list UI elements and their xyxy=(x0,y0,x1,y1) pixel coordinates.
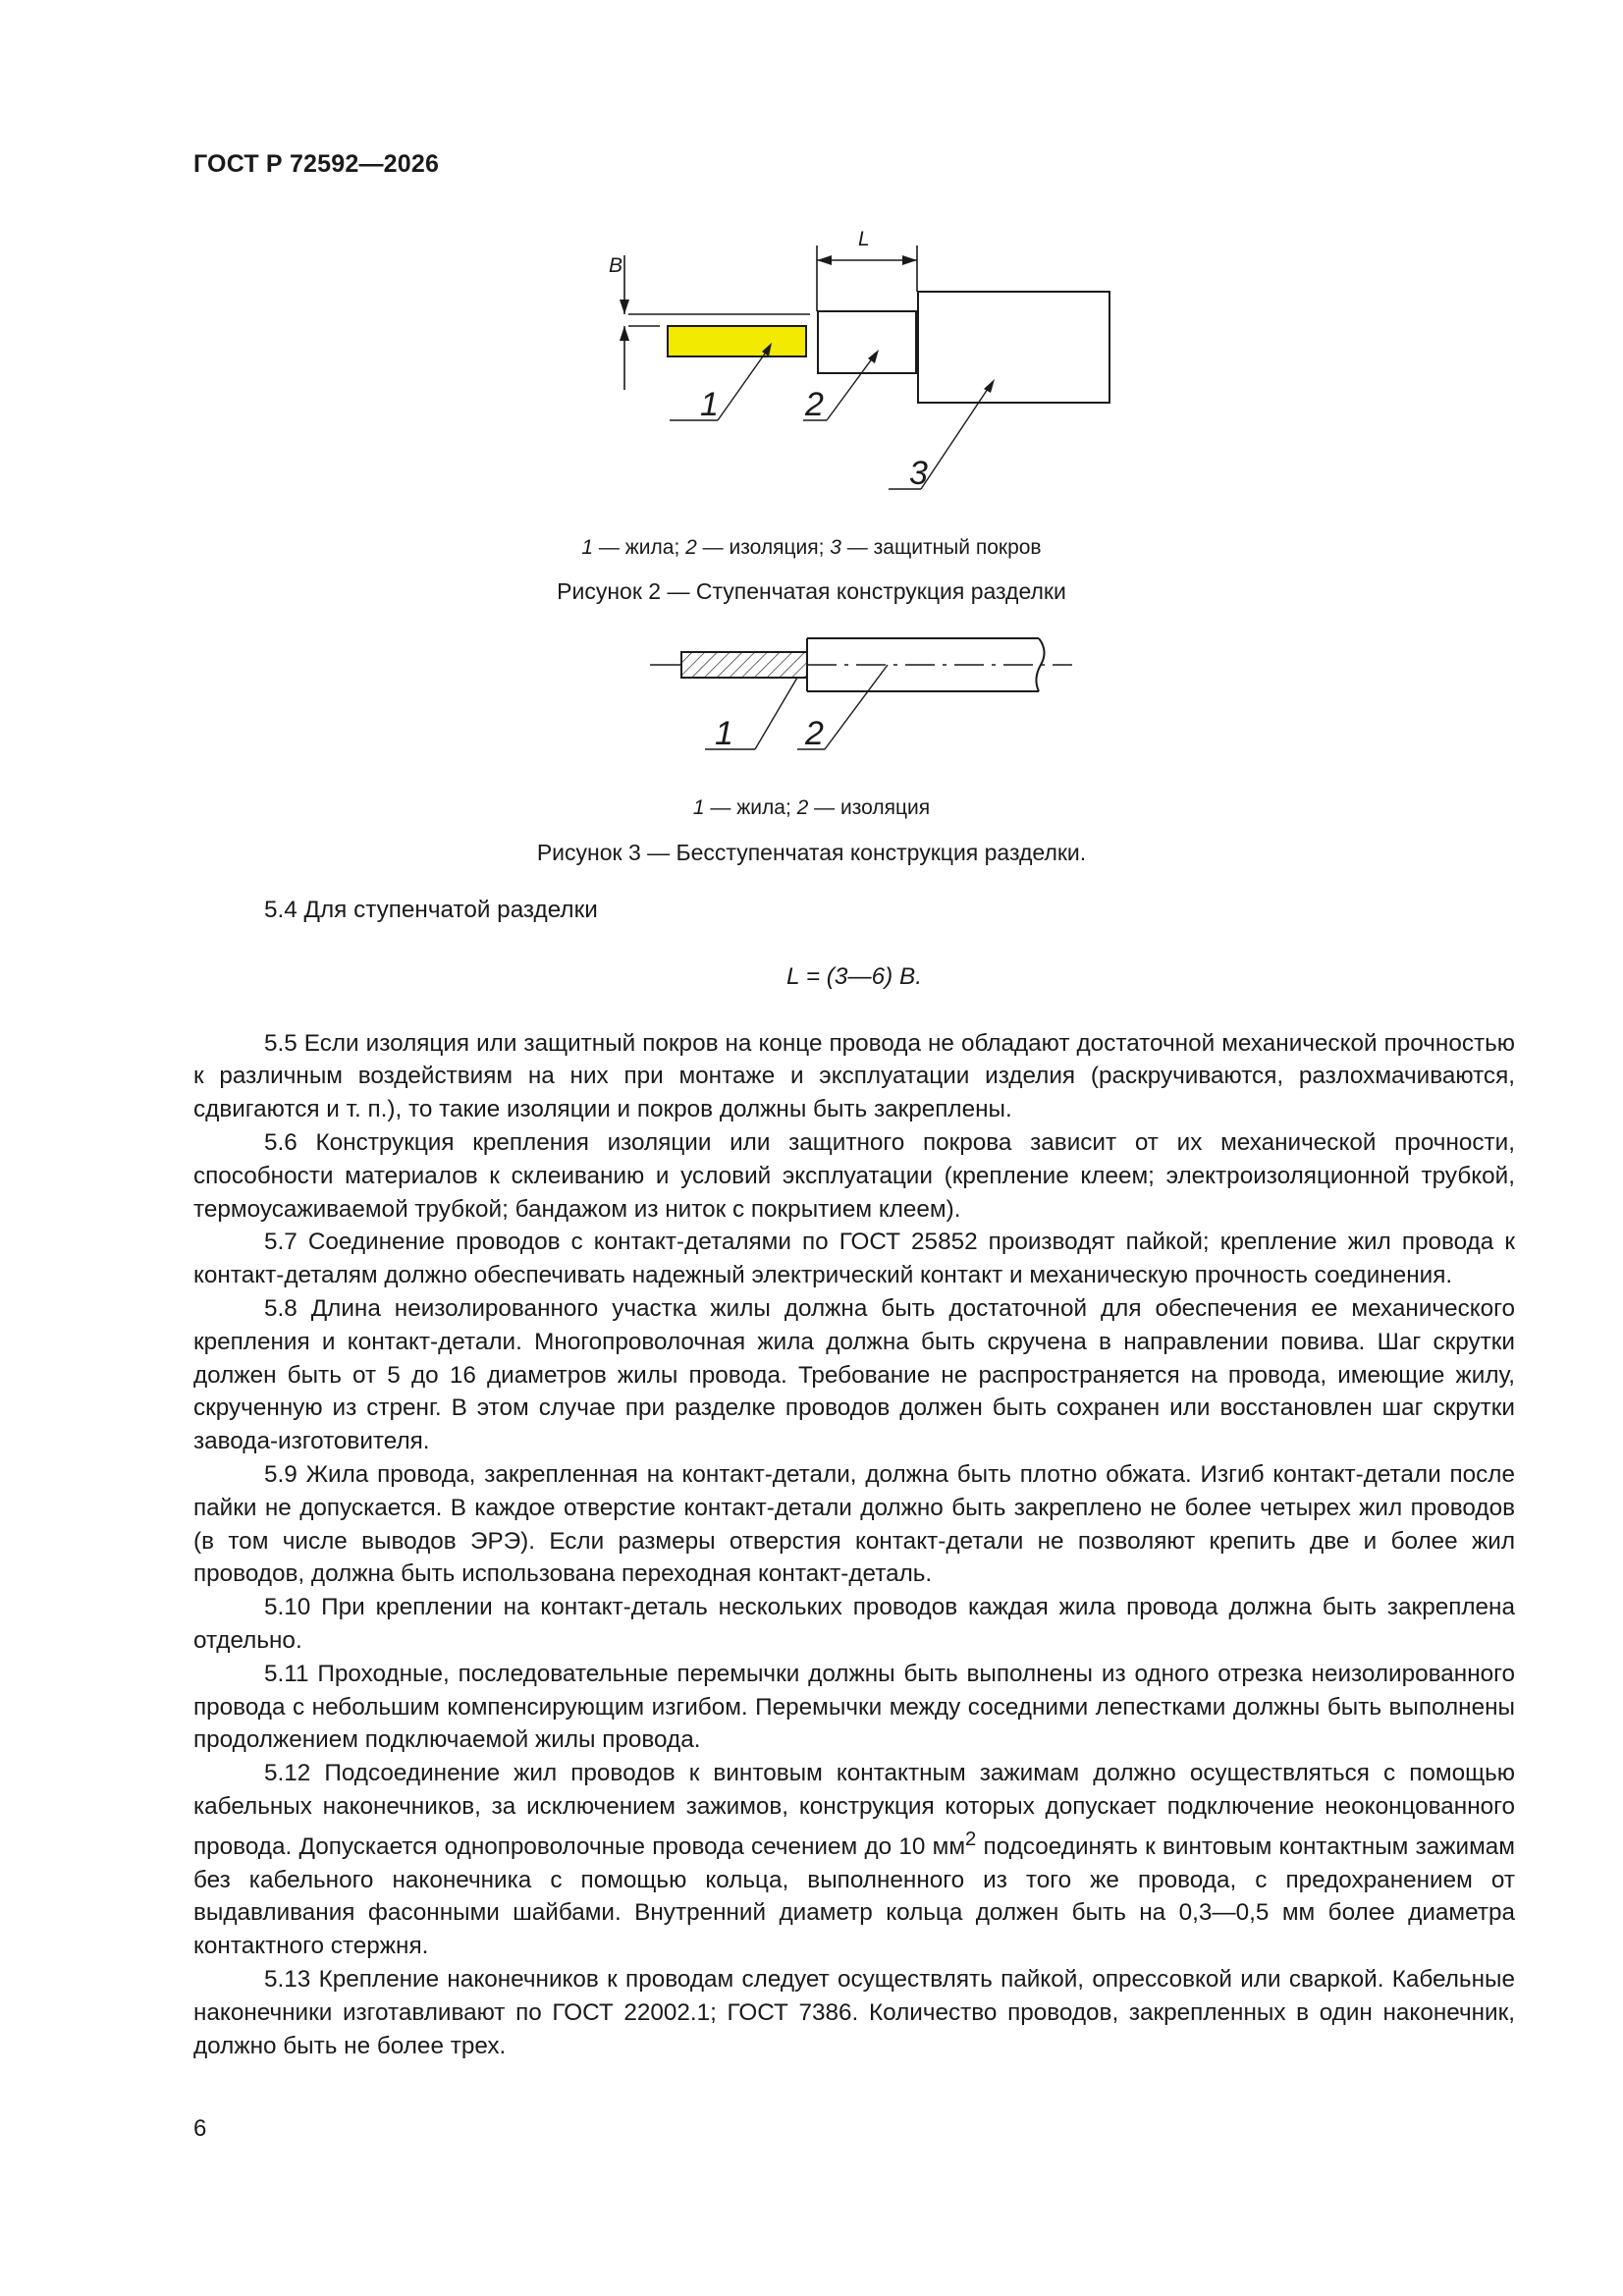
leader-2-line xyxy=(827,354,876,420)
fig3-leader-1-line xyxy=(755,678,797,749)
clause-5-12-superscript: 2 xyxy=(965,1828,977,1850)
clause-5-12 xyxy=(193,1757,1515,1963)
leader-3-line xyxy=(921,383,992,489)
protective-cover-rect xyxy=(918,292,1109,403)
legend-3-text-1: — жила; xyxy=(704,796,797,819)
b-arrow-down xyxy=(620,300,629,314)
clause-5-4: 5.4 Для ступенчатой разделки xyxy=(264,897,598,923)
legend-3-text-2: — изоляция xyxy=(808,796,931,819)
legend-2-text-2: — изоляция; xyxy=(696,536,831,559)
figure-3-drawing xyxy=(648,633,1080,761)
legend-2-num-2: 2 xyxy=(685,536,697,559)
label-3: 3 xyxy=(909,455,928,492)
clause-5-13: 5.13 Крепление наконечников к проводам следует осуществлять пайкой, опрессовкой или сваркой. Кабельные наконечники изготавливают по ГОСТ 22002.1; ГОСТ 7386. Количество проводов, закрепленных в один наконечник, должно быть не более трех. xyxy=(193,1966,1515,2059)
label-2: 2 xyxy=(805,386,824,423)
figure-3-legend xyxy=(0,796,1623,820)
clause-5-9: 5.9 Жила провода, закрепленная на контакт-детали, должна быть плотно обжата. Изгиб контакт-детали после пайки не допускается. В каждое отверстие контакт-детали должно быть закреплено не более четырех жил проводов (в том числе выводов ЭРЭ). Если размеры отверстия контакт-детали не позволяют крепить две и более жил проводов, должна быть использована переходная контакт-деталь. xyxy=(193,1460,1515,1588)
core-rect xyxy=(668,326,806,356)
legend-2-num-3: 3 xyxy=(830,536,841,559)
clause-5-5: 5.5 Если изоляция или защитный покров на конце провода не обладают достаточной механической прочностью к различным воздействиям на них при монтаже и эксплуатации изделия (раскручиваются, разлохмачиваются, сдвигаются и т. п.), то такие изоляции и покров должны быть закреплены. xyxy=(193,1029,1515,1123)
core-hatched-rect xyxy=(681,652,807,678)
clause-5-10: 5.10 При креплении на контакт-деталь нескольких проводов каждая жила провода должна быть закреплена отдельно. xyxy=(193,1594,1515,1654)
l-arrow-right xyxy=(902,255,917,265)
clause-5-7: 5.7 Соединение проводов с контакт-деталями по ГОСТ 25852 производят пайкой; крепление жил провода к контакт-деталям должно обеспечивать надежный электрический контакт и механическую прочность соединения. xyxy=(193,1229,1515,1289)
legend-3-num-1: 1 xyxy=(692,796,705,819)
legend-2-text-3: — защитный покров xyxy=(840,536,1042,559)
formula-l: L = (3—6) B. xyxy=(786,962,922,990)
label-l: L xyxy=(858,228,870,250)
leader-3-arrow xyxy=(984,379,995,393)
fig3-label-1: 1 xyxy=(715,715,733,752)
figure-2-legend xyxy=(0,536,1623,560)
fig3-label-2: 2 xyxy=(805,715,824,752)
figure-2-stepped-stripping xyxy=(589,221,1139,516)
clause-5-6: 5.6 Конструкция крепления изоляции или защитного покрова зависит от их механической прочности, способности материалов к склеиванию и условий эксплуатации (крепление клеем; электроизоляционной трубкой, термоусаживаемой трубкой; бандажом из ниток с покрытием клеем). xyxy=(193,1128,1515,1223)
document-header: ГОСТ Р 72592—2026 xyxy=(193,150,440,178)
legend-2-num-1: 1 xyxy=(581,536,594,559)
leader-1-line xyxy=(718,347,770,420)
clause-5-11: 5.11 Проходные, последовательные перемычки должны быть выполнены из одного отрезка неизолированного провода с небольшим компенсирующим изгибом. Перемычки между соседними лепестками должны быть выполнены продолжением подключаемой жилы провода. xyxy=(193,1660,1515,1754)
clause-5-12-part-a: 5.12 Подсоединение жил проводов к винтовым контактным зажимам должно осуществляться с помощью кабельных наконечников, за исключением зажимов, конструкция которых допускает подключение неоконцованного провода. Допускается однопроволочные провода сечением до 10 мм xyxy=(193,1760,1515,1860)
figure-3-caption: Рисунок 3 — Бесступенчатая конструкция разделки. xyxy=(536,840,1087,865)
figure-2-drawing xyxy=(589,221,1139,516)
figure-2-caption: Рисунок 2 — Ступенчатая конструкция разделки xyxy=(557,578,1066,604)
clause-5-8: 5.8 Длина неизолированного участка жилы должна быть достаточной для обеспечения ее механического крепления и контакт-детали. Многопроволочная жила должна быть скручена в направлении повива. Шаг скрутки должен быть от 5 до 16 диаметров жилы провода. Требование не распространяется на провода, имеющие жилу, скрученную из стренг. В этом случае при разделке проводов должен быть сохранен или восстановлен шаг скрутки завода-изготовителя. xyxy=(193,1294,1515,1455)
figure-3-stepless-stripping xyxy=(648,633,1080,761)
insulation-rect xyxy=(818,311,916,373)
legend-2-text-1: — жила; xyxy=(593,536,686,559)
legend-3-num-2: 2 xyxy=(796,796,809,819)
fig3-leader-2-line xyxy=(825,665,888,749)
label-b: B xyxy=(609,254,623,277)
l-arrow-left xyxy=(817,255,832,265)
clause-5-12-part-b: подсоединять к винтовым контактным зажимам без кабельного наконечника с помощью кольца, выполненного из того же провода, с предохранением от выдавливания фасонными шайбами. Внутренний диаметр кольца должен быть на 0,3—0,5 мм более диаметра контактного стержня. xyxy=(193,1832,1515,1960)
b-arrow-up xyxy=(620,326,629,341)
body-text xyxy=(193,894,1515,2062)
label-1: 1 xyxy=(700,386,719,423)
page-number: 6 xyxy=(193,2115,207,2142)
